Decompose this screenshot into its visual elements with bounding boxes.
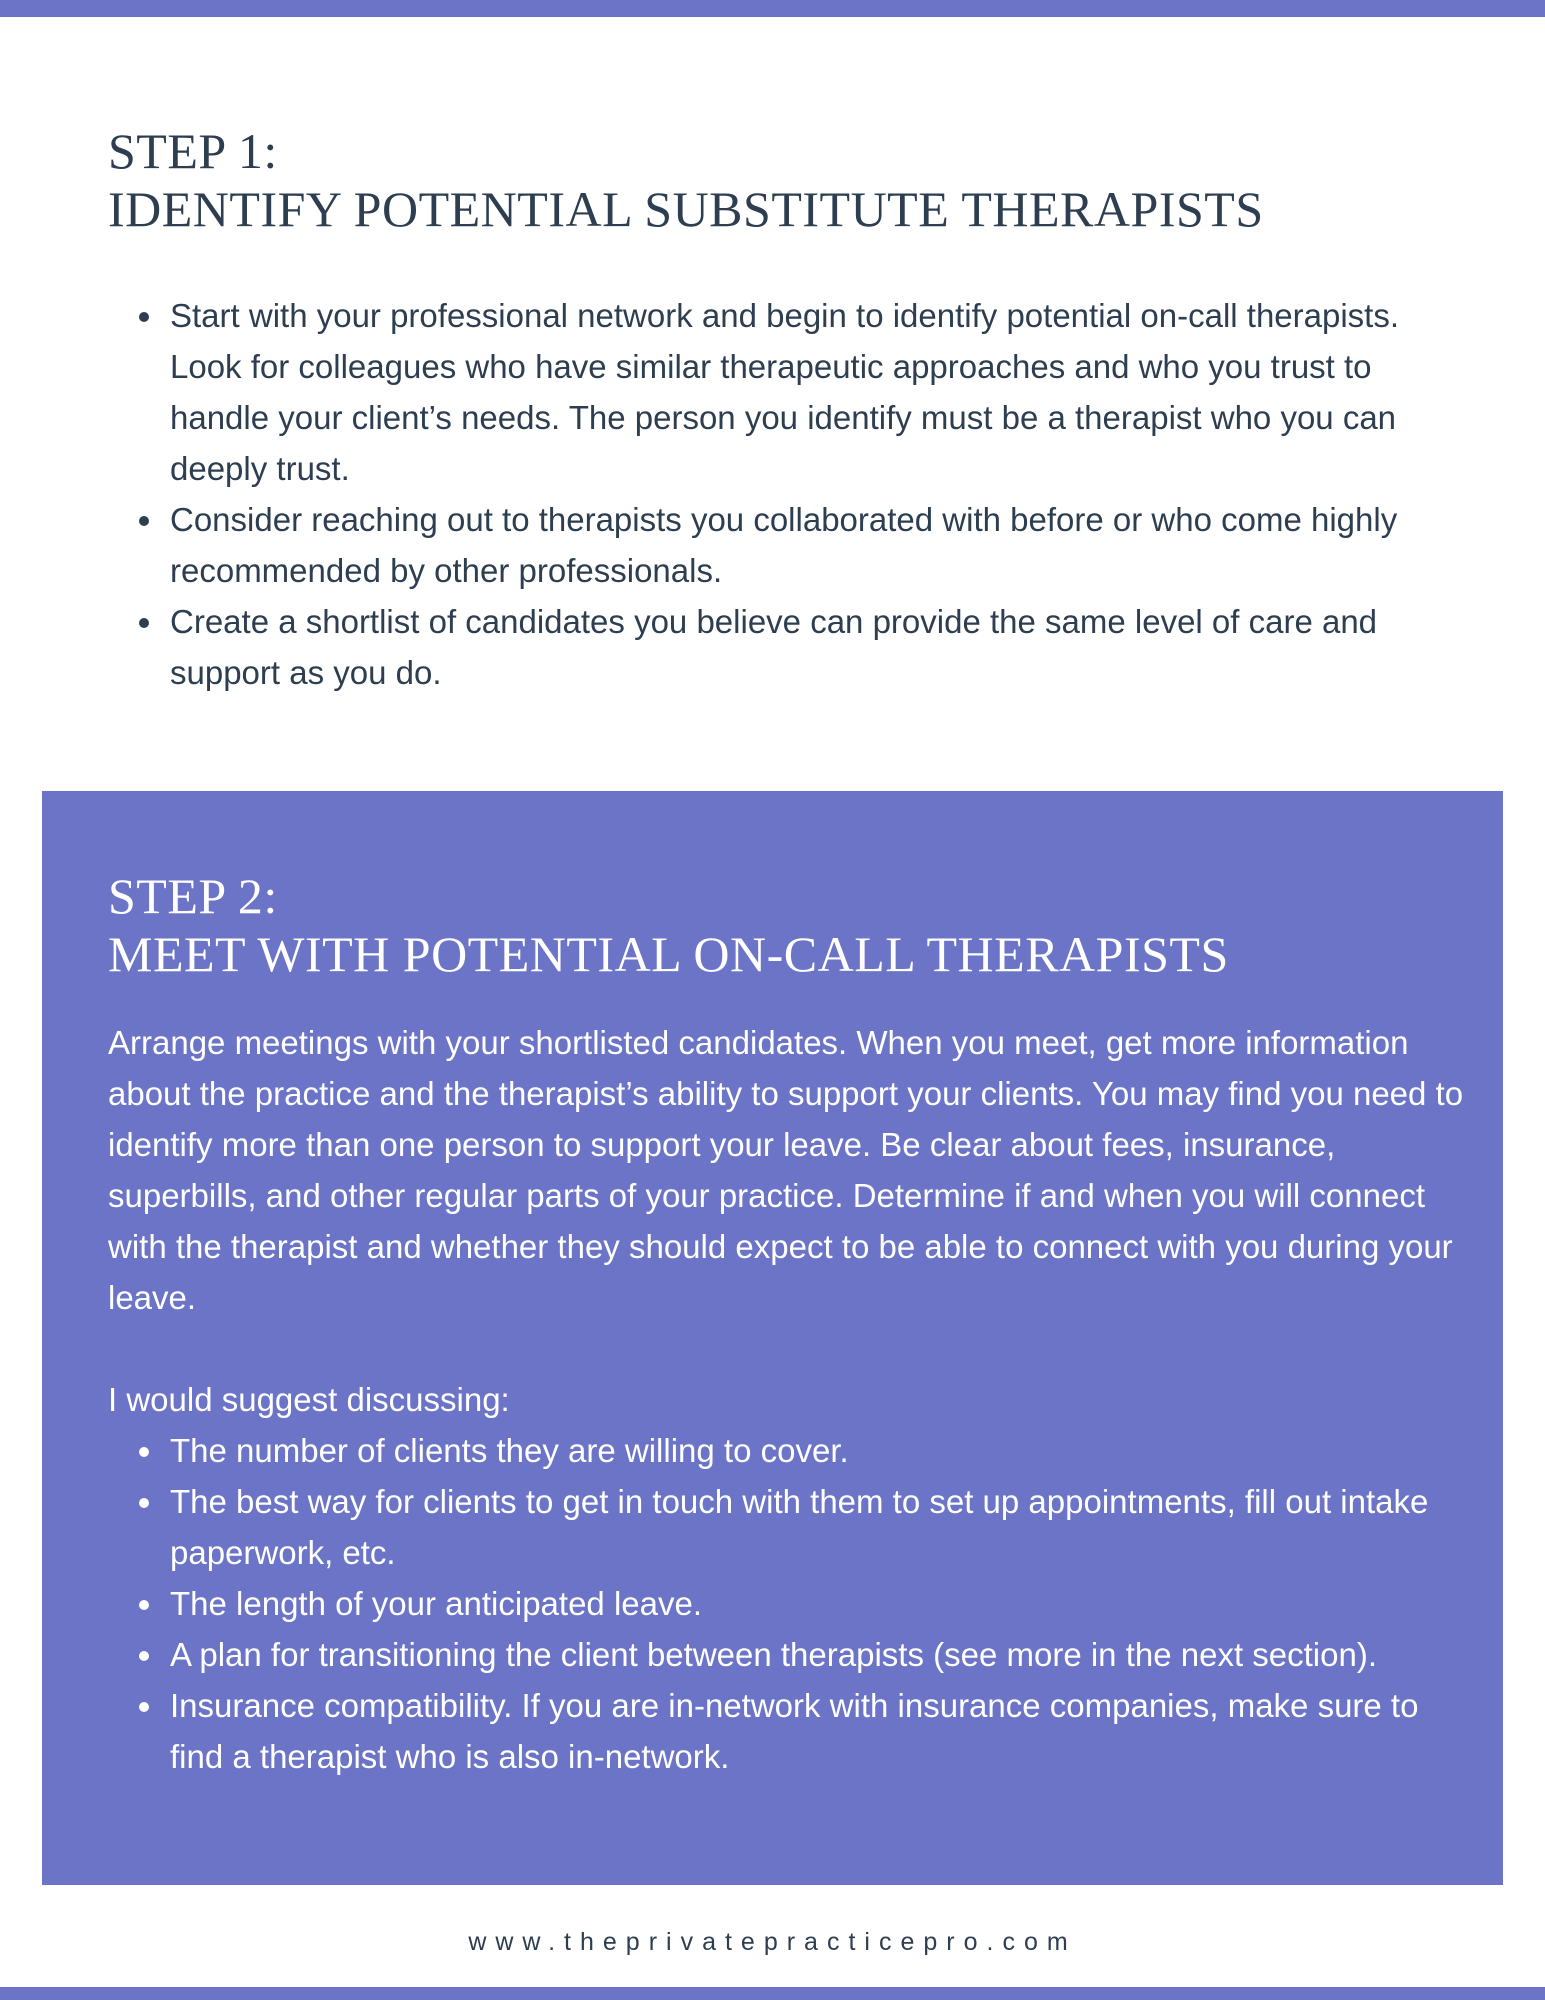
step2-panel [42,791,1503,1885]
bullet-text: The length of your anticipated leave. [170,1585,703,1622]
step1-label: STEP 1: [108,123,278,179]
bullet-text: The number of clients they are willing to cover. [170,1432,849,1469]
step1-title: IDENTIFY POTENTIAL SUBSTITUTE THERAPISTS [108,181,1264,237]
list-item [108,1425,1468,1476]
list-item [108,1476,1468,1578]
step2-content [108,867,1468,1782]
bullet-icon [139,1702,149,1712]
list-item [108,1629,1468,1680]
step1-bullet-list [108,290,1438,698]
list-item [108,1578,1468,1629]
step2-suggest-intro: I would suggest discussing: [108,1381,510,1418]
step2-heading [108,867,1468,983]
step2-title: MEET WITH POTENTIAL ON-CALL THERAPISTS [108,926,1229,982]
step2-label: STEP 2: [108,868,278,924]
bullet-icon [139,312,149,322]
bullet-text: Create a shortlist of candidates you believe can provide the same level of care and support as you do. [170,603,1378,691]
step1-heading [108,122,1438,238]
top-accent-bar [0,0,1545,17]
bullet-icon [139,1498,149,1508]
bullet-text: The best way for clients to get in touch with them to set up appointments, fill out intake paperwork, etc. [170,1483,1429,1571]
bullet-icon [139,516,149,526]
bullet-text: Consider reaching out to therapists you collaborated with before or who come highly recommended by other professionals. [170,501,1398,589]
bullet-icon [139,1447,149,1457]
bullet-text: A plan for transitioning the client between therapists (see more in the next section). [170,1636,1377,1673]
bottom-accent-bar [0,1987,1545,2000]
bullet-text: Start with your professional network and begin to identify potential on-call therapists. Look for colleagues who have similar therapeutic approaches and who you trust to handle your client’s needs. The person you identify must be a therapist who you can deeply trust. [170,297,1400,487]
bullet-text: Insurance compatibility. If you are in-network with insurance companies, make sure to find a therapist who is also in-network. [170,1687,1419,1775]
bullet-icon [139,1600,149,1610]
list-item [108,290,1438,494]
bullet-icon [139,1651,149,1661]
footer-url: www.theprivatepracticepro.com [468,1928,1077,1956]
list-item [108,494,1438,596]
step1-section [108,122,1438,698]
bullet-icon [139,618,149,628]
step2-paragraph: Arrange meetings with your shortlisted candidates. When you meet, get more information about the practice and the therapist’s ability to support your clients. You may find you need to identify more than one person to support your leave. Be clear about fees, insurance, superbills, and other regular parts of your practice. Determine if and when you will connect with the therapist and whether they should expect to be able to connect with you during your leave. [108,1024,1464,1316]
step2-bullet-list [108,1425,1468,1782]
list-item [108,596,1438,698]
list-item [108,1680,1468,1782]
